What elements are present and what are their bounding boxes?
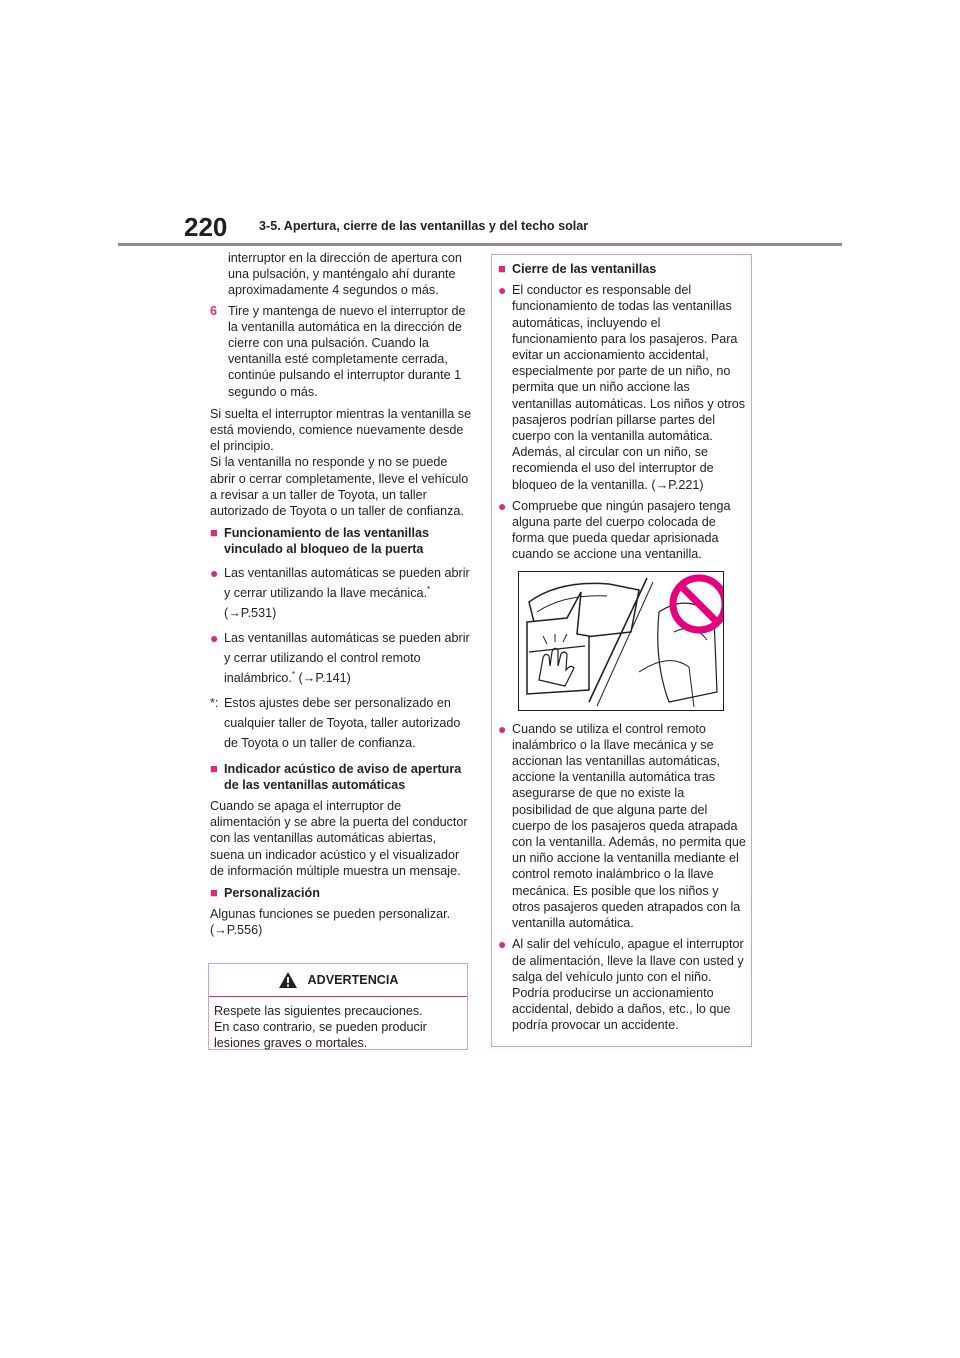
circle-bullet-icon: ● bbox=[498, 282, 507, 299]
heading-buzzer bbox=[210, 761, 472, 793]
page-ref[interactable]: (→P.221) bbox=[651, 477, 704, 492]
page-ref[interactable]: (→P.141) bbox=[298, 670, 351, 685]
bullet-driver-responsible bbox=[498, 282, 746, 493]
bullet-remote-control bbox=[210, 628, 472, 688]
page-number: 220 bbox=[184, 212, 228, 242]
bullet-text: Al salir del vehículo, apague el interruptor de alimentación, lleve la llave con usted y salga del vehículo junto con el niño. Podría producirse un accionamiento accidental, debido a daños, etc., lo que podría provocar un accidente. bbox=[512, 937, 744, 1033]
warning-triangle-icon bbox=[278, 971, 298, 989]
square-bullet-icon: ■ bbox=[498, 261, 506, 276]
bullet-check-passengers bbox=[498, 498, 746, 563]
header-divider bbox=[118, 243, 842, 246]
warning-title: ADVERTENCIA bbox=[307, 972, 399, 987]
heading-door-lock bbox=[210, 525, 472, 557]
square-bullet-icon: ■ bbox=[210, 760, 218, 776]
bullet-text: El conductor es responsable del funcionamiento de todas las ventanillas automáticas, incluyendo el funcionamiento para los pasajeros. Para evitar un accionamiento accidental, especialmente por parte de un niño, no permita que un niño accione las ventanillas automáticas. Los niños y otros pasajeros podrían pillarse partes del cuerpo con la ventanilla automática. Además, al circular con un niño, se recomienda el uso del interruptor de bloqueo de la ventanilla. (→P.221) bbox=[512, 283, 746, 492]
warning-header bbox=[209, 964, 467, 997]
heading-closing-windows bbox=[498, 261, 746, 277]
step-6 bbox=[210, 303, 472, 400]
bullet-text: Las ventanillas automáticas se pueden abrir y cerrar utilizando la llave mecánica.* (→P.531) bbox=[224, 565, 470, 620]
heading-text: Cierre de las ventanillas bbox=[512, 262, 657, 276]
bullet-text: Las ventanillas automáticas se pueden abrir y cerrar utilizando el control remoto inalámbrico.* (→P.141) bbox=[224, 630, 470, 685]
asterisk: * bbox=[427, 584, 431, 594]
footnote-mark: *: bbox=[210, 695, 219, 710]
heading-customization bbox=[210, 885, 472, 901]
bullet-mechanical-key bbox=[210, 563, 472, 623]
step-number: 6 bbox=[210, 303, 218, 318]
circle-bullet-icon: ● bbox=[498, 936, 507, 953]
circle-bullet-icon: ● bbox=[210, 564, 219, 581]
right-warning-box bbox=[491, 254, 752, 1047]
square-bullet-icon: ■ bbox=[210, 525, 218, 541]
page-ref[interactable]: (→P.531) bbox=[224, 605, 277, 620]
continued-step-text: interruptor en la dirección de apertura con una pulsación, y manténgalo ahí durante aproximadamente 4 segundos o más. bbox=[228, 251, 462, 298]
section-title: 3-5. Apertura, cierre de las ventanillas y del techo solar bbox=[259, 219, 589, 233]
left-column bbox=[210, 250, 472, 939]
paragraph-customization: Algunas funciones se pueden personalizar. (→P.556) bbox=[210, 907, 451, 938]
heading-text: Personalización bbox=[224, 886, 320, 901]
circle-bullet-icon: ● bbox=[210, 629, 219, 646]
warning-line: Respete las siguientes precauciones. bbox=[214, 1004, 423, 1018]
asterisk: * bbox=[291, 669, 296, 679]
warning-line: En caso contrario, se pueden producir lesiones graves o mortales. bbox=[214, 1020, 427, 1051]
heading-text: Funcionamiento de las ventanillas vinculado al bloqueo de la puerta bbox=[224, 526, 430, 557]
paragraph-service: Si la ventanilla no responde y no se puede abrir o cerrar completamente, lleve el vehículo a revisar a un taller de Toyota, un taller autorizado de Toyota o un taller de confianza. bbox=[210, 455, 469, 519]
window-pinch-illustration bbox=[518, 571, 724, 711]
warning-body bbox=[209, 997, 467, 1058]
circle-bullet-icon: ● bbox=[498, 720, 507, 737]
bullet-leaving-vehicle bbox=[498, 936, 746, 1033]
paragraph-restart: Si suelta el interruptor mientras la ventanilla se está moviendo, comience nuevamente desde el principio. bbox=[210, 406, 472, 454]
page-ref[interactable]: (→P.556) bbox=[210, 923, 263, 938]
footnote bbox=[210, 693, 472, 753]
heading-text: Indicador acústico de aviso de apertura de las ventanillas automáticas bbox=[224, 761, 462, 792]
circle-bullet-icon: ● bbox=[498, 497, 507, 514]
bullet-text: Cuando se utiliza el control remoto inalámbrico o la llave mecánica y se accionan las ventanillas automáticas, accione la ventanilla automática tras asegurarse de que no existe la posibilidad de que alguna parte del cuerpo de los pasajeros queda atrapada con la ventanilla. Además, no permita que un niño accione la ventanilla mediante el control remoto inalámbrico o la llave mecánica. Es posible que los niños y otros pasajeros queden atrapados con la ventanilla automática. bbox=[512, 721, 746, 931]
footnote-text: Estos ajustes debe ser personalizado en cualquier taller de Toyota, taller autorizado de Toyota o un taller de confianza. bbox=[224, 695, 461, 750]
step-text: Tire y mantenga de nuevo el interruptor de la ventanilla automática en la dirección de cierre con una pulsación. Cuando la ventanilla esté completamente cerrada, continúe pulsando el interruptor durante 1 segundo o más. bbox=[228, 303, 466, 399]
pinch-warning-illustration bbox=[519, 572, 723, 710]
paragraph-buzzer: Cuando se apaga el interruptor de alimentación y se abre la puerta del conductor con las ventanillas automáticas abiertas, suena un indicador acústico y el visualizador de información múltiple muestra un mensaje. bbox=[210, 799, 468, 878]
bullet-text: Compruebe que ningún pasajero tenga alguna parte del cuerpo colocada de forma que pueda quedar aprisionada cuando se accione una ventanilla. bbox=[512, 498, 731, 562]
square-bullet-icon: ■ bbox=[210, 885, 218, 901]
bullet-remote-key-use bbox=[498, 721, 746, 932]
warning-box bbox=[208, 963, 468, 1050]
